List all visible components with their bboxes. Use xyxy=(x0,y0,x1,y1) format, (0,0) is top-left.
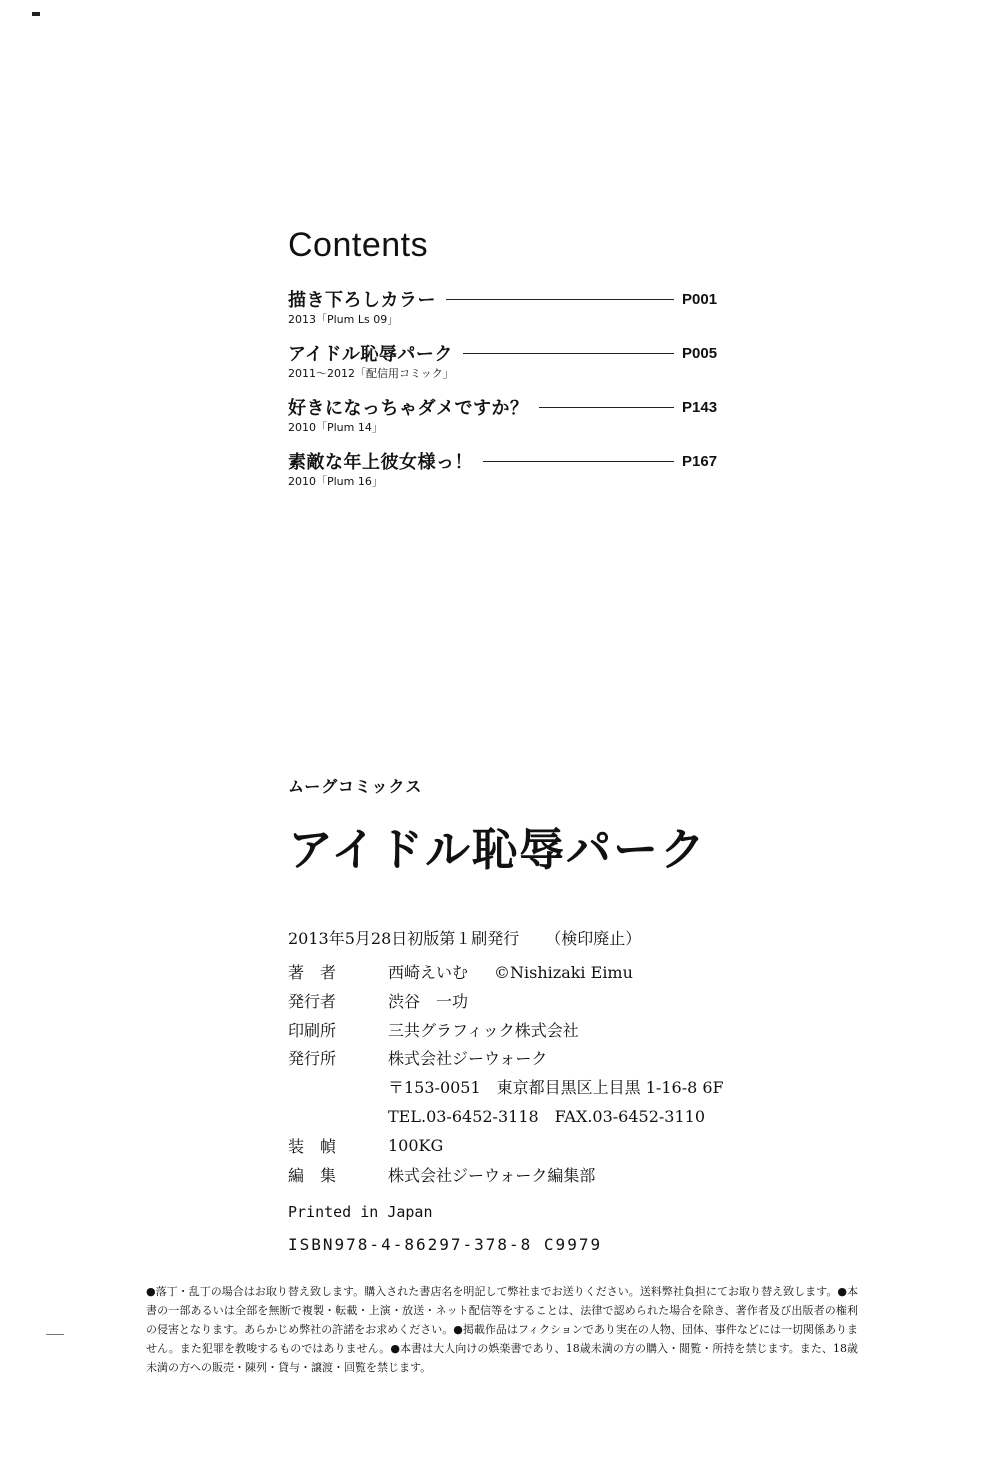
credit-row xyxy=(288,1044,724,1131)
credit-value: 100KG xyxy=(388,1136,444,1155)
toc-entry xyxy=(288,339,718,393)
book-title: アイドル恥辱パーク xyxy=(288,823,707,876)
toc-title: 素敵な年上彼女様っ！ xyxy=(288,452,473,473)
credit-value xyxy=(388,957,724,986)
contents-heading: Contents xyxy=(288,226,429,264)
credit-row xyxy=(288,1131,724,1160)
toc-line xyxy=(288,447,718,475)
corner-mark xyxy=(32,12,40,16)
toc-page-number: P143 xyxy=(682,398,718,416)
publisher-contact: TEL.03-6452-3118 FAX.03-6452-3110 xyxy=(388,1107,706,1126)
copyright-notice: ©Nishizaki Eimu xyxy=(494,963,633,982)
leader-rule xyxy=(483,461,674,462)
margin-mark xyxy=(46,1334,64,1335)
toc-source: 2010「Plum 14」 xyxy=(288,421,383,434)
credit-value: 株式会社ジーウォーク編集部 xyxy=(388,1166,596,1185)
series-name: ムーグコミックス xyxy=(288,777,423,796)
toc-title: 描き下ろしカラー xyxy=(288,290,436,311)
toc-title: 好きになっちゃダメですか？ xyxy=(288,398,529,419)
toc-line xyxy=(288,393,718,421)
colophon xyxy=(288,774,748,1254)
toc-page-number: P167 xyxy=(682,452,718,470)
toc-source: 2011〜2012「配信用コミック」 xyxy=(288,367,454,380)
credit-role: 印刷所 xyxy=(288,1021,337,1040)
credit-role: 編 集 xyxy=(288,1166,337,1185)
publication-date: 2013年5月28日初版第１刷発行 xyxy=(288,929,520,948)
toc-source: 2013「Plum Ls 09」 xyxy=(288,313,399,326)
toc-line xyxy=(288,285,718,313)
credit-row xyxy=(288,1015,724,1044)
legal-notice: ●落丁・乱丁の場合はお取り替え致します。購入された書店名を明記して弊社までお送りください。送料弊社負担にてお取り替え致します。●本書の一部あるいは全部を無断で複製・転載・上演・放送・ネット配信等をすることは、法律で認められた場合を除き、著作者及び出版者の権利の侵害となります。あらかじめ弊社の許諾をお求めください。●掲載作品はフィクションであり実在の人物、団体、事件などには一切関係ありません。また犯罪を教唆するものではありません。●本書は大人向けの娯楽書であり、18歳未満の方の購入・閲覧・所持を禁じます。また、18歳未満の方への販売・陳列・貸与・譲渡・回覧を禁じます。 xyxy=(146,1285,858,1374)
toc-page-number: P001 xyxy=(682,290,718,308)
credit-row xyxy=(288,1160,724,1189)
table-of-contents xyxy=(288,226,718,501)
leader-rule xyxy=(446,299,674,300)
leader-rule xyxy=(463,353,674,354)
credit-role: 発行所 xyxy=(288,1049,337,1068)
publisher-address: 〒153-0051 東京都目黒区上目黒 1-16-8 6F xyxy=(388,1078,724,1097)
credit-value: 渋谷 一功 xyxy=(388,992,469,1011)
toc-entry xyxy=(288,285,718,339)
toc-page-number: P005 xyxy=(682,344,718,362)
credit-value xyxy=(388,1044,724,1131)
credit-value: 三共グラフィック株式会社 xyxy=(388,1021,579,1040)
credit-role: 発行者 xyxy=(288,992,337,1011)
isbn-code: ISBN978-4-86297-378-8 C9979 xyxy=(288,1235,603,1254)
printed-in: Printed in Japan xyxy=(288,1203,433,1221)
credit-row xyxy=(288,986,724,1015)
toc-entry xyxy=(288,447,718,501)
credit-role: 著 者 xyxy=(288,963,337,982)
credit-role: 装 幀 xyxy=(288,1137,337,1156)
publication-line xyxy=(288,926,748,949)
toc-entry xyxy=(288,393,718,447)
credit-row xyxy=(288,957,724,986)
seal-note: （検印廃止） xyxy=(545,929,642,948)
credits-table xyxy=(288,957,724,1189)
leader-rule xyxy=(539,407,675,408)
author-name: 西崎えいむ xyxy=(388,963,469,982)
toc-source: 2010「Plum 16」 xyxy=(288,475,383,488)
toc-line xyxy=(288,339,718,367)
toc-title: アイドル恥辱パーク xyxy=(288,344,453,365)
publisher-name: 株式会社ジーウォーク xyxy=(388,1049,548,1068)
